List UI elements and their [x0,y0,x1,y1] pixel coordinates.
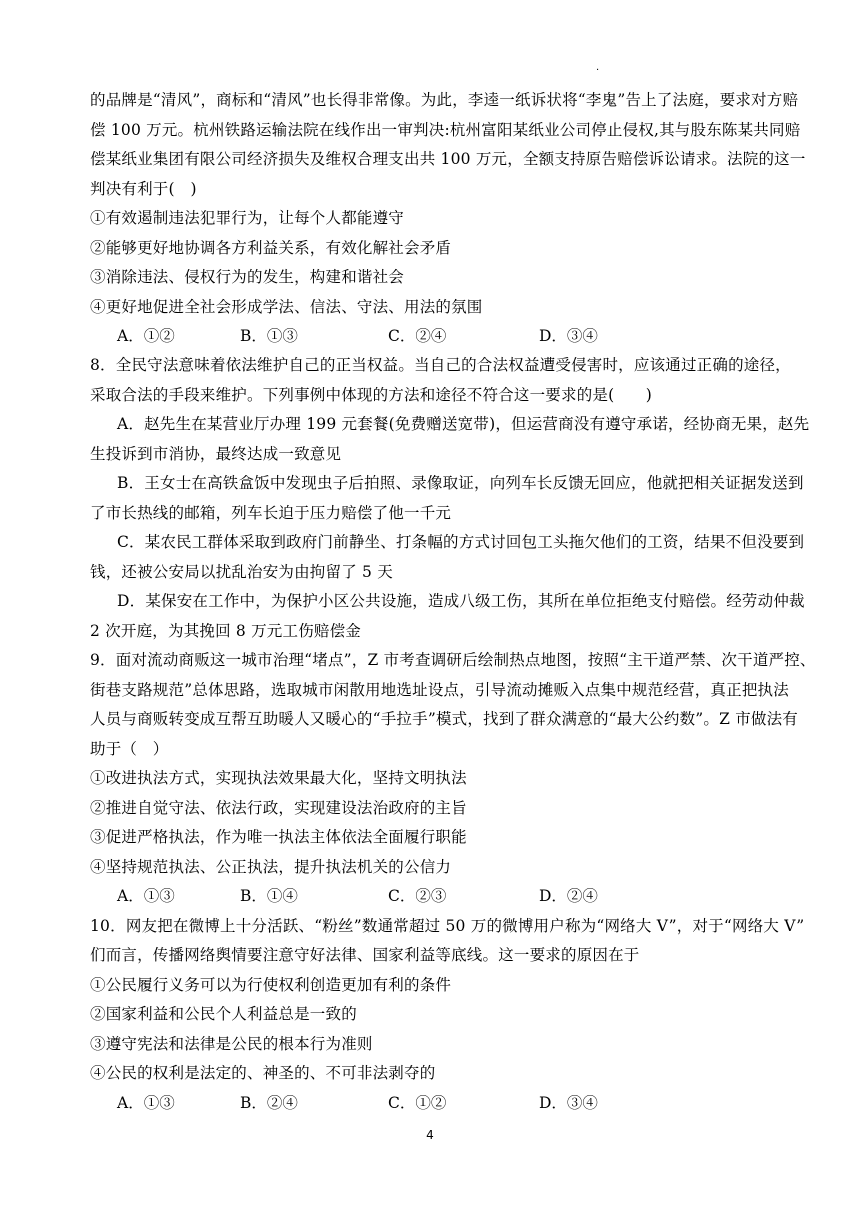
q8-choice-a-line-1: A．赵先生在某营业厅办理 199 元套餐(免费赠送宽带)，但运营商没有遵守承诺，经协商无果，赵先 [117,415,810,433]
q10-option-c: C．①② [388,1094,447,1112]
q10-item-4: ④公民的权利是法定的、神圣的、不可非法剥夺的 [90,1064,436,1082]
q7-option-a: A．①② [117,327,175,345]
q10-options [117,1093,677,1113]
q9-option-b: B．①④ [240,887,298,905]
q9-option-d: D．②④ [539,887,598,905]
q7-option-d: D．③④ [539,327,598,345]
q9-stem-line-4: 助于（ ） [90,740,169,758]
q8-choice-b-line-1: B．王女士在高铁盒饭中发现虫子后拍照、录像取证，向列车长反馈无回应，他就把相关证据发送到 [117,474,804,492]
q10-option-b: B．②④ [240,1094,298,1112]
q10-option-a: A．①③ [117,1094,175,1112]
q9-stem-line-2: 街巷支路规范”总体思路，选取城市闲散用地选址设点，引导流动摊贩入点集中规范经营，真正把执法 [90,681,789,699]
q8-choice-c-line-1: C．某农民工群体采取到政府门前静坐、打条幅的方式讨回包工头拖欠他们的工资，结果不但没要到 [117,533,805,551]
q7-option-c: C．②④ [388,327,447,345]
q7-stem-line-4: 判决有利于( ) [90,180,197,198]
q9-item-3: ③促进严格执法，作为唯一执法主体依法全面履行职能 [90,828,467,846]
q9-option-c: C．②③ [388,887,447,905]
q8-choice-d-line-1: D．某保安在工作中，为保护小区公共设施，造成八级工伤，其所在单位拒绝支付赔偿。经劳动仲裁 [117,592,805,610]
q9-item-2: ②推进自觉守法、依法行政，实现建设法治政府的主旨 [90,799,467,817]
q8-stem-line-1: 8．全民守法意味着依法维护自己的正当权益。当自己的合法权益遭受侵害时，应该通过正确的途径， [90,356,791,374]
q9-options [117,886,677,906]
q9-stem-line-1: 9．面对流动商贩这一城市治理“堵点”，Z 市考查调研后绘制热点地图，按照“主干道严禁、次干道严控、 [90,651,816,669]
q8-stem-line-2: 采取合法的手段来维护。下列事例中体现的方法和途径不符合这一要求的是( ) [90,386,652,404]
q10-option-d: D．③④ [539,1094,598,1112]
q9-item-4: ④坚持规范执法、公正执法，提升执法机关的公信力 [90,858,452,876]
q8-choice-b-line-2: 了市长热线的邮箱，列车长迫于压力赔偿了他一千元 [90,504,452,522]
q10-stem-line-1: 10．网友把在微博上十分活跃、“粉丝”数通常超过 50 万的微博用户称为“网络大 V”，对于“网络大 V” [90,917,805,935]
q10-item-2: ②国家利益和公民个人利益总是一致的 [90,1005,357,1023]
q7-options [117,326,677,346]
q8-choice-a-line-2: 生投诉到市消协，最终达成一致意见 [90,445,342,463]
q9-item-1: ①改进执法方式，实现执法效果最大化，坚持文明执法 [90,769,467,787]
q9-option-a: A．①③ [117,887,175,905]
q10-item-1: ①公民履行义务可以为行使权利创造更加有利的条件 [90,976,452,994]
q7-option-b: B．①③ [240,327,298,345]
q7-item-4: ④更好地促进全社会形成学法、信法、守法、用法的氛围 [90,298,483,316]
q10-item-3: ③遵守宪法和法律是公民的根本行为准则 [90,1035,373,1053]
q7-stem-line-3: 偿某纸业集团有限公司经济损失及维权合理支出共 100 万元，全额支持原告赔偿诉讼请求。法院的这一 [90,150,806,168]
header-dot: · [596,65,600,76]
page-number: 4 [426,1128,434,1142]
q7-stem-line-1: 的品牌是“清风”，商标和“清风”也长得非常像。为此，李逵一纸诉状将“李鬼”告上了法庭，要求对方赔 [90,91,799,109]
q7-item-3: ③消除违法、侵权行为的发生，构建和谐社会 [90,268,405,286]
q7-item-1: ①有效遏制违法犯罪行为，让每个人都能遵守 [90,209,405,227]
q10-stem-line-2: 们而言，传播网络舆情要注意守好法律、国家利益等底线。这一要求的原因在于 [90,946,640,964]
q8-choice-d-line-2: 2 次开庭，为其挽回 8 万元工伤赔偿金 [90,622,362,640]
q7-item-2: ②能够更好地协调各方利益关系，有效化解社会矛盾 [90,239,452,257]
q9-stem-line-3: 人员与商贩转变成互帮互助暖人又暖心的“手拉手”模式，找到了群众满意的“最大公约数”。Z 市做法有 [90,710,798,728]
q8-choice-c-line-2: 钱，还被公安局以扰乱治安为由拘留了 5 天 [90,563,393,581]
q7-stem-line-2: 偿 100 万元。杭州铁路运输法院在线作出一审判决:杭州富阳某纸业公司停止侵权,其与股东陈某共同赔 [90,121,801,139]
